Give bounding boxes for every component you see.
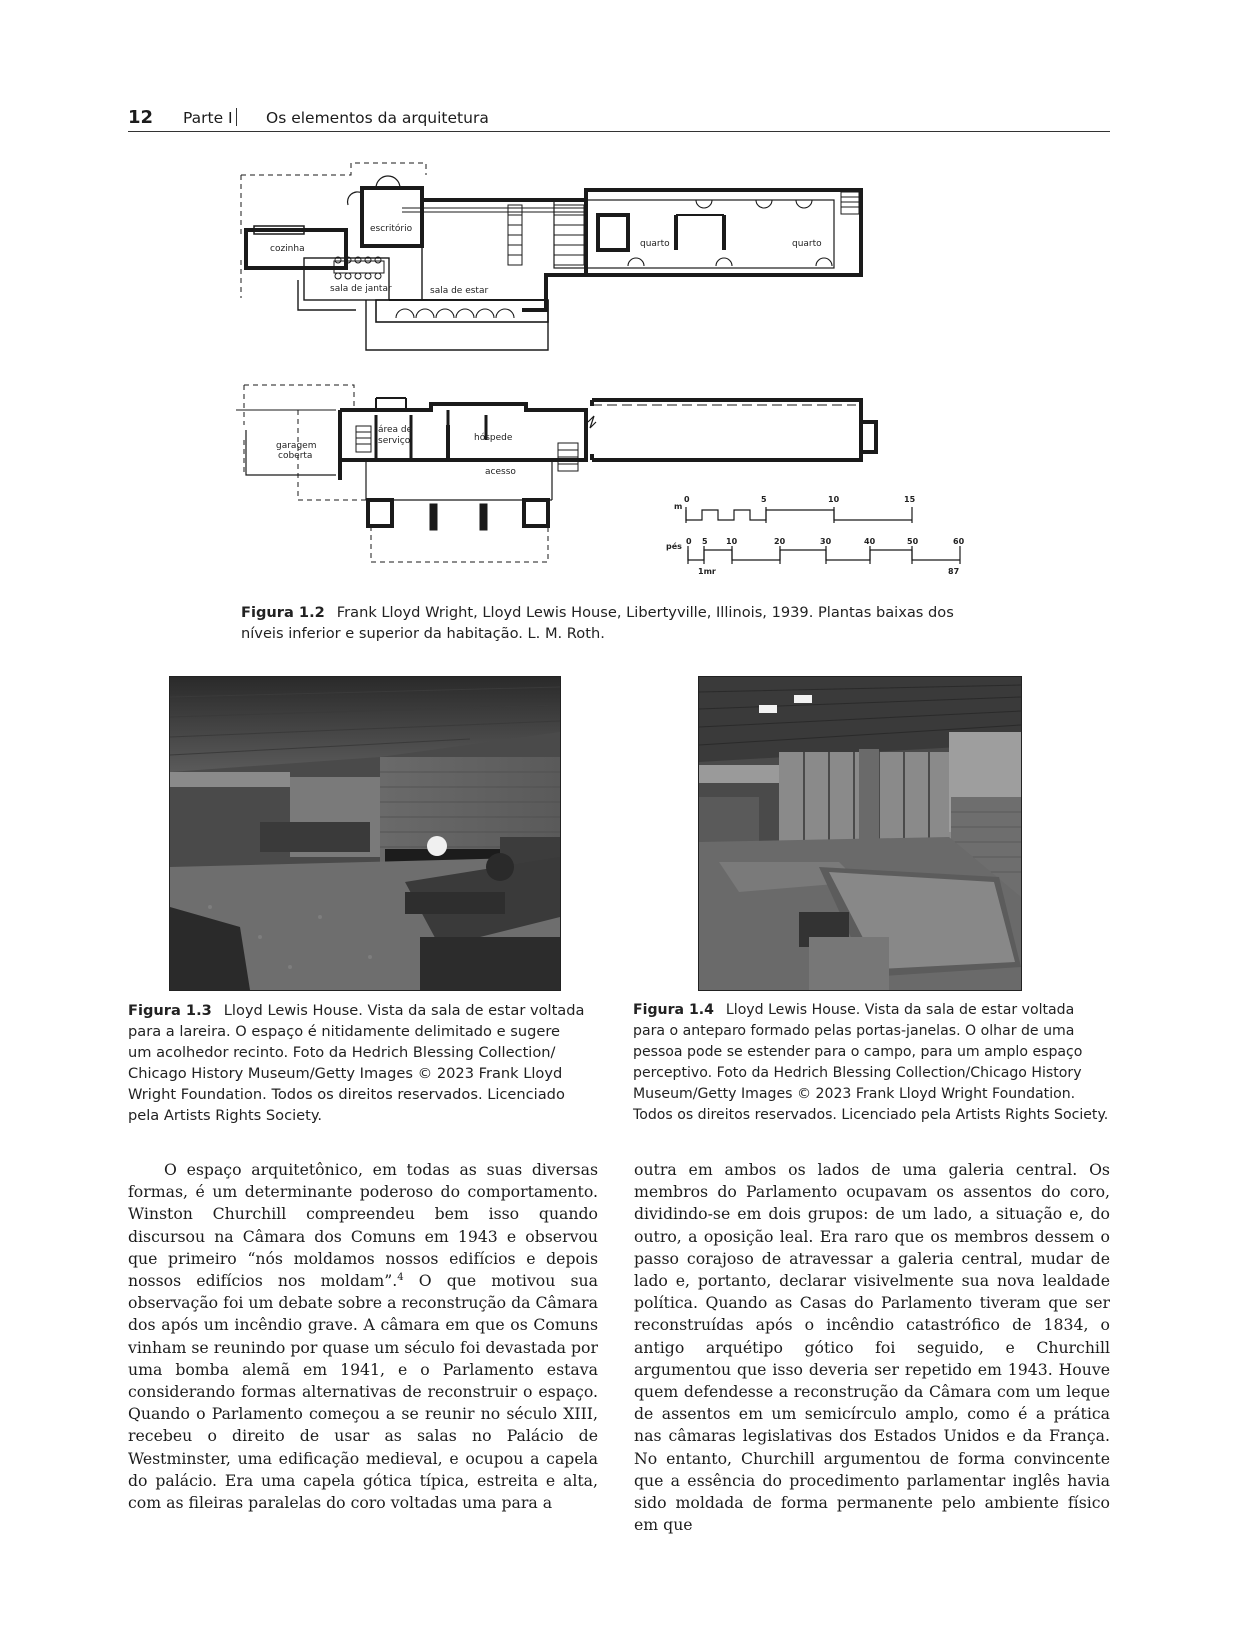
caption-line: pessoa pode se estender para o campo, para um amplo espaço [633,1044,1083,1060]
plan-label-garage-2: coberta [278,451,313,461]
scale-ft-tick: 50 [907,537,919,546]
caption-line: perceptivo. Foto da Hedrich Blessing Collection/Chicago History [633,1065,1082,1081]
scale-m-tick: 15 [904,495,916,504]
body-text-segment: O espaço arquitetônico, em todas as suas diversas formas, é um determinante poderoso do comportamento. Winston Churchill compreendeu bem isso quando discursou na Câmara dos Comuns em 1943 e observou que primeiro “nós moldamos nossos edifícios e depois nossos edifícios nos moldam”. [128,1160,598,1291]
plan-label-study: escritório [370,224,413,234]
fireplace-photo-illustration [170,677,560,990]
caption-line: Frank Lloyd Wright, Lloyd Lewis House, Libertyville, Illinois, 1939. Plantas baixas dos [336,604,954,621]
figure-label: Figura 1.4 [633,1002,714,1018]
scale-ft-tick: 5 [702,537,708,546]
living-room-fireplace-photo [169,676,561,991]
plan-label-guest: hóspede [474,433,513,443]
caption-line: para a lareira. O espaço é nitidamente delimitado e sugere [128,1023,560,1040]
scale-m-tick: 5 [761,495,767,504]
plan-label-bedroom-1: quarto [640,239,670,249]
scale-ft-label: pés [666,542,682,551]
scale-ft-tick: 0 [686,537,692,546]
part-label: Parte I [183,109,233,127]
scale-ft-tick: 60 [953,537,965,546]
caption-line: um acolhedor recinto. Foto da Hedrich Blessing Collection/ [128,1044,556,1061]
plan-label-living: sala de estar [430,286,489,296]
chapter-title: Os elementos da arquitetura [266,109,489,127]
plan-label-access: acesso [485,467,516,477]
living-room-window-wall-photo [698,676,1022,991]
lower-floor-plan [236,385,876,562]
floor-plan-figure [236,160,1010,600]
caption-line: níveis inferior e superior da habitação. L. M. Roth. [241,625,605,642]
figure-1-2-caption [241,602,1021,644]
scale-ft-tick: 30 [820,537,832,546]
caption-line: Wright Foundation. Todos os direitos reservados. Licenciado [128,1086,565,1103]
header-divider [236,108,237,126]
scale-note-left: 1mr [698,567,716,576]
scale-ft-tick: 10 [726,537,738,546]
figure-1-4-caption [633,1000,1133,1126]
caption-line: Museum/Getty Images © 2023 Frank Lloyd Wright Foundation. [633,1086,1076,1102]
scale-note-right: 87 [948,567,960,576]
body-column-right [634,1159,1110,1536]
scale-bars [686,507,960,564]
caption-line: Lloyd Lewis House. Vista da sala de estar voltada [725,1002,1075,1018]
plan-label-kitchen: cozinha [270,244,305,254]
plan-label-dining: sala de jantar [330,284,392,294]
body-paragraph [128,1159,598,1514]
scale-m-tick: 0 [684,495,690,504]
figure-label: Figura 1.2 [241,604,325,621]
plan-label-service-1: área de [378,425,413,435]
caption-line: Chicago History Museum/Getty Images © 2023 Frank Lloyd [128,1065,563,1082]
page-number: 12 [128,107,154,128]
scale-ft-tick: 40 [864,537,876,546]
plan-label-service-2: serviço [378,436,411,446]
caption-line: pela Artists Rights Society. [128,1107,323,1124]
plan-label-bedroom-2: quarto [792,239,822,249]
caption-line: Lloyd Lewis House. Vista da sala de estar voltada [223,1002,585,1019]
scale-m-tick: 10 [828,495,840,504]
plan-label-garage-1: garagem [276,441,317,451]
caption-line: Todos os direitos reservados. Licenciado pela Artists Rights Society. [633,1107,1109,1123]
running-header [128,107,1110,132]
scale-ft-tick: 20 [774,537,786,546]
figure-label: Figura 1.3 [128,1002,212,1019]
body-text-segment: O que motivou sua observação foi um debate sobre a reconstrução da Câmara dos após um incêndio grave. A câmara em que os Comuns vinham se reunindo por quase um século foi devastada por uma bomba alemã em 1941, e o Parlamento estava considerando formas alternativas de reconstruir o espaço. Quando o Parlamento começou a se reunir no século XIII, recebeu o direito de usar as salas no Palácio de Westminster, uma edificação medieval, e ocupou a capela do palácio. Era uma capela gótica típica, estreita e alta, com as fileiras paralelas do coro voltadas uma para a [128,1271,598,1513]
figure-1-3-caption [128,1000,608,1126]
scale-m-label: m [674,502,683,511]
body-column-left [128,1159,598,1514]
body-paragraph: outra em ambos os lados de uma galeria central. Os membros do Parlamento ocupavam os assentos do coro, dividindo-se em dois grupos: de um lado, a situação e, do outro, a oposição leal. Era raro que os membros dessem o passo corajoso de atravessar a galeria central, mudar de lado e, portanto, declarar visivelmente sua nova lealdade política. Quando as Casas do Parlamento tiveram que ser reconstruídas após o incêndio catastrófico de 1834, o antigo arquétipo gótico foi seguido, e Churchill argumentou que isso deveria ser repetido em 1943. Houve quem defendesse a reconstrução da Câmara com um leque de assentos em um semicírculo amplo, como é a prática nas câmaras legislativas dos Estados Unidos e da França. No entanto, Churchill argumentou de forma convincente que a essência do procedimento parlamentar inglês havia sido moldada de forma permanente pelo ambiente físico em que [634,1160,1110,1535]
caption-line: para o anteparo formado pelas portas-janelas. O olhar de uma [633,1023,1075,1039]
upper-floor-plan [241,163,861,350]
footnote-reference[interactable]: 4 [397,1271,404,1283]
window-wall-photo-illustration [699,677,1021,990]
